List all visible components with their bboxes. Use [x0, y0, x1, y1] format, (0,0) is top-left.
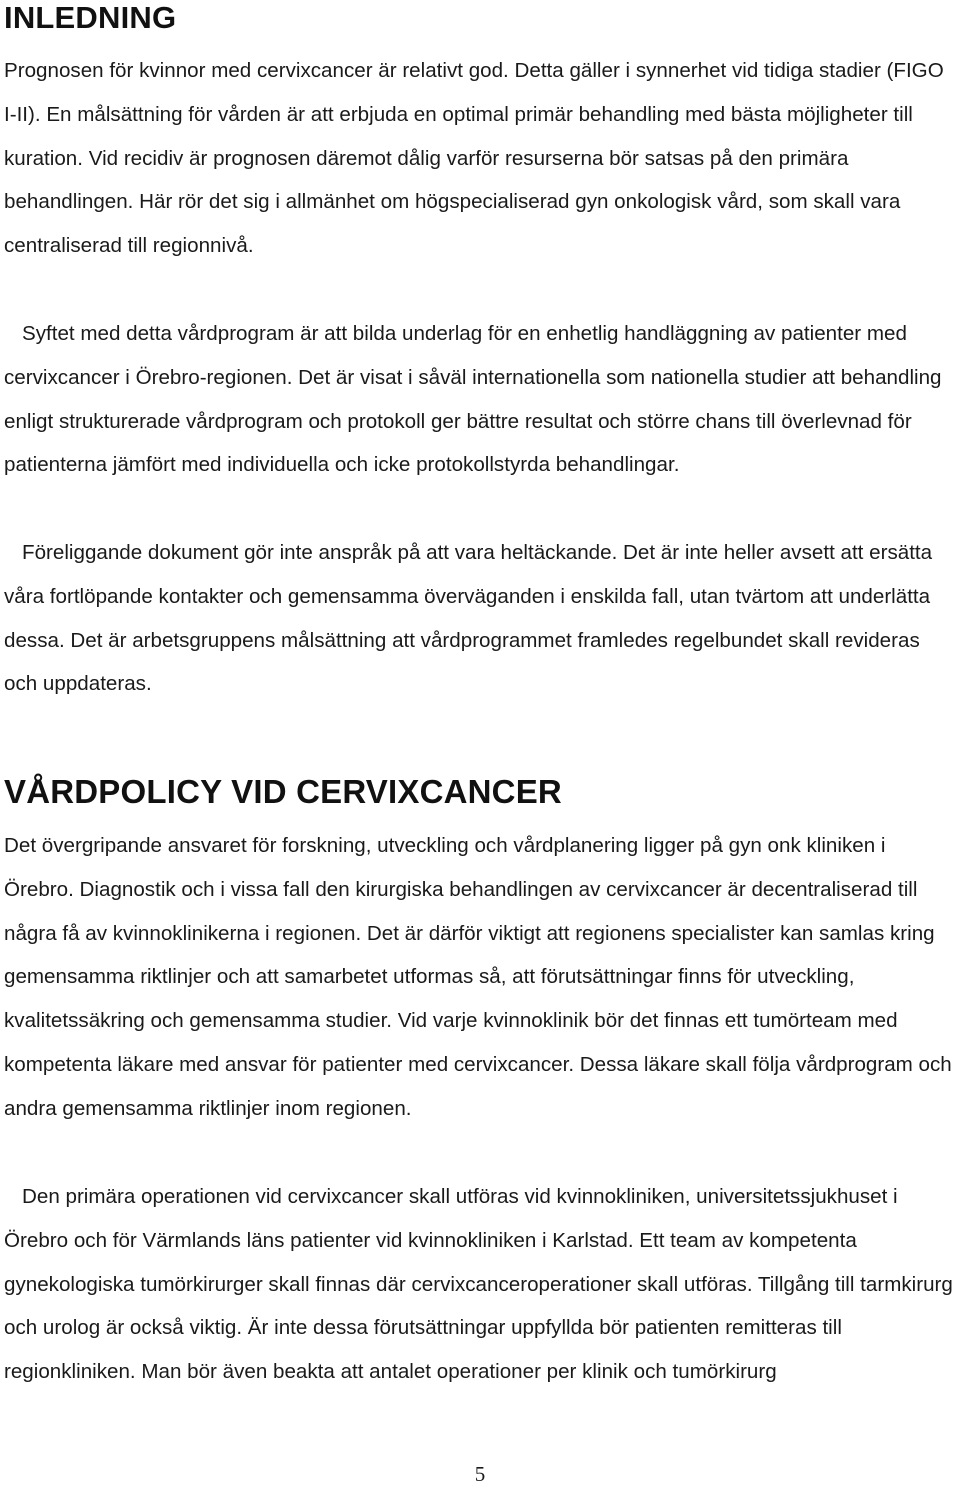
section-heading-vardpolicy: VÅRDPOLICY VID CERVIXCANCER	[4, 773, 562, 810]
page-number: 5	[474, 1462, 486, 1486]
section-heading-inledning: INLEDNING	[4, 0, 177, 35]
paragraph-primary-operation: Den primära operationen vid cervixcancer skall utföras vid kvinnokliniken, universitetssjukhuset i Örebro och för Värmlands läns patienter vid kvinnokliniken i Karlstad. Ett team av kompetenta gynekologiska tumörkirurger skall finnas där cervixcanceroperationer skall utföras. Tillgång till tarmkirurg och urolog är också viktig. Är inte dessa förutsättningar uppfyllda bör patienten remitteras till regionkliniken. Man bör även beakta att antalet operationer per klinik och tumörkirurg	[4, 1185, 953, 1384]
paragraph-responsibility: Det övergripande ansvaret för forskning, utveckling och vårdplanering ligger på gyn onk kliniken i Örebro. Diagnostik och i vissa fall den kirurgiska behandlingen av cervixcancer är decentraliserad till några få av kvinnoklinikerna i regionen. Det är därför viktigt att regionens specialister kan samlas kring gemensamma riktlinjer och att samarbetet utformas så, att förutsättningar finns för utveckling, kvalitetssäkring och gemensamma studier. Vid varje kvinnoklinik bör det finnas ett tumörteam med kompetenta läkare med ansvar för patienter med cervixcancer. Dessa läkare skall följa vårdprogram och andra gemensamma riktlinjer inom regionen.	[4, 834, 952, 1120]
paragraph-purpose: Syftet med detta vårdprogram är att bilda underlag för en enhetlig handläggning av patienter med cervixcancer i Örebro-regionen. Det är visat i såväl internationella som nationella studier att behandling enligt strukturerade vårdprogram och protokoll ger bättre resultat och större chans till överlevnad för patienterna jämfört med individuella och icke protokollstyrda behandlingar.	[4, 322, 942, 477]
paragraph-scope: Föreliggande dokument gör inte anspråk på att vara heltäckande. Det är inte heller avsett att ersätta våra fortlöpande kontakter och gemensamma överväganden i enskilda fall, utan tvärtom att underlätta dessa. Det är arbetsgruppens målsättning att vårdprogrammet framledes regelbundet skall revideras och uppdateras.	[4, 541, 933, 696]
paragraph-prognosis: Prognosen för kvinnor med cervixcancer är relativt god. Detta gäller i synnerhet vid tidiga stadier (FIGO I-II). En målsättning för vården är att erbjuda en optimal primär behandling med bästa möjligheter till kuration. Vid recidiv är prognosen däremot dålig varför resurserna bör satsas på den primära behandlingen. Här rör det sig i allmänhet om högspecialiserad gyn onkologisk vård, som skall vara centraliserad till regionnivå.	[4, 59, 944, 258]
